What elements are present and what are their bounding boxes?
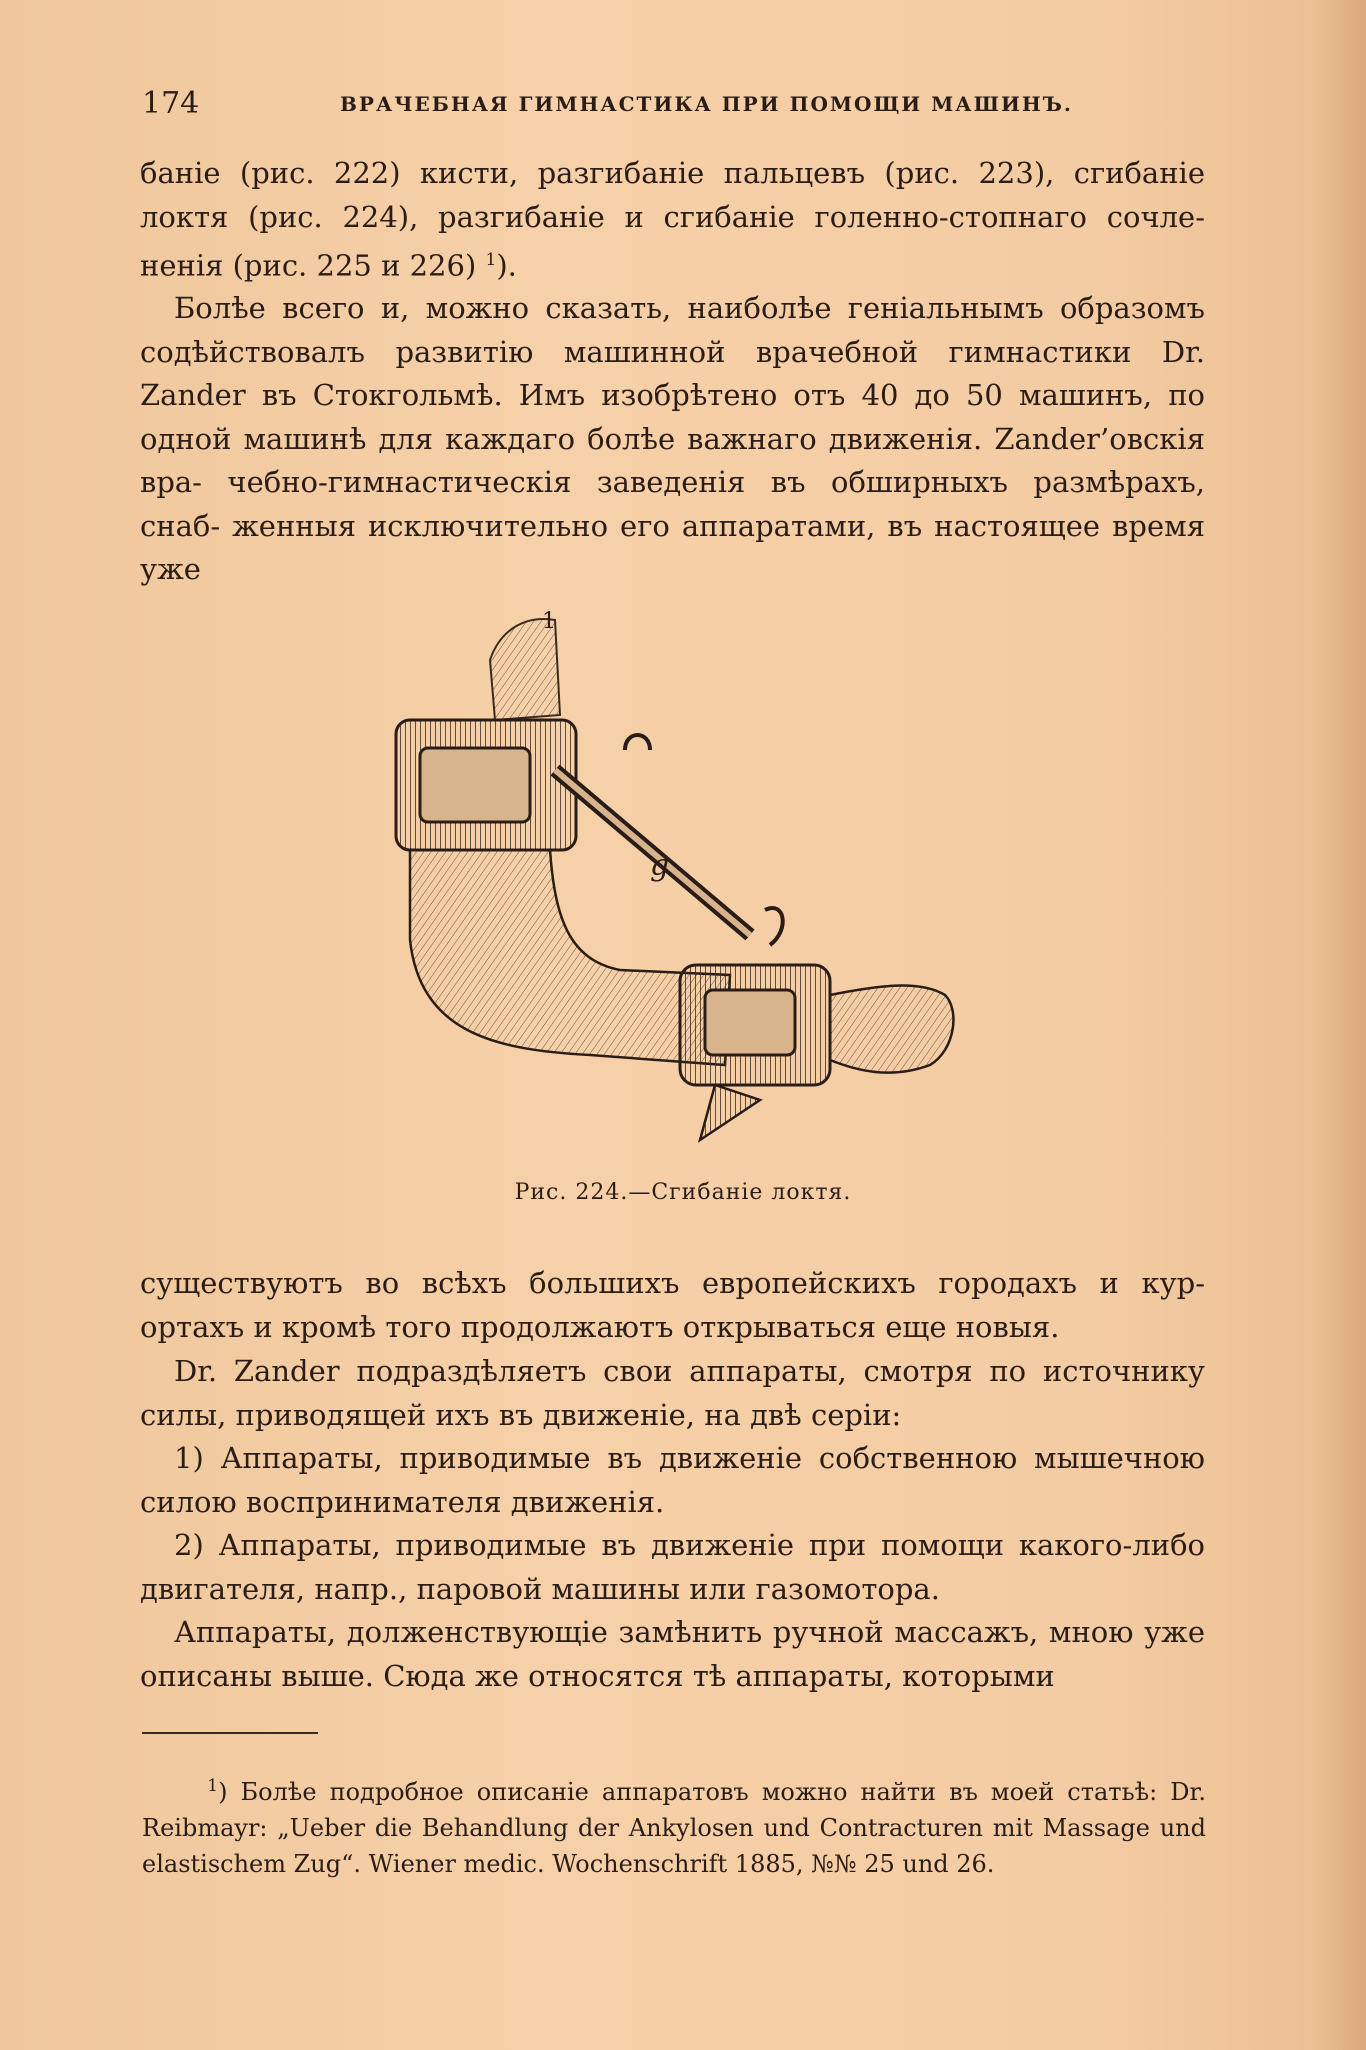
figure-marker: 1 xyxy=(542,609,556,634)
paragraph-5: 1) Аппараты, приводимые въ движеніе собственною мышечною силою воспринимателя движенія. xyxy=(140,1441,1205,1519)
running-title: ВРАЧЕБНАЯ ГИМНАСТИКА ПРИ ПОМОЩИ МАШИНЪ. xyxy=(340,92,1073,116)
figure-elbow-flexion xyxy=(380,600,970,1160)
upper-arm-shape xyxy=(490,619,560,720)
footnote-ref[interactable]: 1 xyxy=(485,250,497,270)
upper-cuff-strap xyxy=(420,748,530,822)
paragraph-2: Болѣе всего и, можно сказать, наиболѣе геніальнымъ образомъ содѣйствовалъ развитію машинной врачебной гимнастики Dr. Zander въ Стокгольмѣ. Имъ изобрѣтено отъ 40 до 50 машинъ, по одной машинѣ для каждаго болѣе важнаго движенія. Zander’овскія вра- чебно-гимнастическія заведенія въ обширныхъ размѣрахъ, снаб- женныя исключительно его аппаратами, въ настоящее время уже xyxy=(140,291,1205,586)
hand-shape xyxy=(830,986,953,1073)
paragraph-6: 2) Аппараты, приводимые въ движеніе при помощи какого-либо двигателя, напр., паровой машины или газомотора. xyxy=(140,1528,1205,1606)
bottom-hook xyxy=(765,908,783,945)
paragraph-1-text: баніе (рис. 222) кисти, разгибаніе пальцевъ (рис. 223), сгибаніе локтя (рис. 224), разгибаніе и сгибаніе голенно-стопнаго сочле- ненія (рис. 225 и 226) xyxy=(140,156,1205,283)
elbow-apparatus-illustration xyxy=(380,600,970,1160)
page-number: 174 xyxy=(142,86,200,121)
footnote-marker: 1 xyxy=(207,1776,219,1796)
paragraph-1-end: ). xyxy=(496,248,517,283)
footnote xyxy=(142,1768,1206,1882)
figure-label-g: g xyxy=(650,848,670,883)
paragraph-3: существуютъ во всѣхъ большихъ европейскихъ городахъ и кур- ортахъ и кромѣ того продолжаютъ открываться еще новыя. xyxy=(140,1266,1205,1344)
lower-cuff-strap xyxy=(705,990,795,1055)
paragraph-7: Аппараты, долженствующіе замѣнить ручной массажъ, мною уже описаны выше. Сюда же относятся тѣ аппараты, которыми xyxy=(140,1615,1205,1693)
strap-end xyxy=(700,1085,760,1140)
paragraph-1 xyxy=(140,152,1205,288)
figure-caption: Рис. 224.—Сгибаніе локтя. xyxy=(514,1180,852,1205)
footnote-divider xyxy=(142,1732,318,1734)
paragraph-4: Dr. Zander подраздѣляетъ свои аппараты, смотря по источнику силы, приводящей ихъ въ движеніе, на двѣ серіи: xyxy=(140,1354,1205,1432)
top-hook xyxy=(625,735,650,750)
footnote-text: ) Болѣе подробное описаніе аппаратовъ можно найти въ моей статьѣ: Dr. Reibmayr: „Ueber die Behandlung der Ankylosen und Contracturen mit Massage und elastischem Zug“. Wiener medic. Wochenschrift 1885, №№ 25 und 26. xyxy=(142,1778,1206,1878)
